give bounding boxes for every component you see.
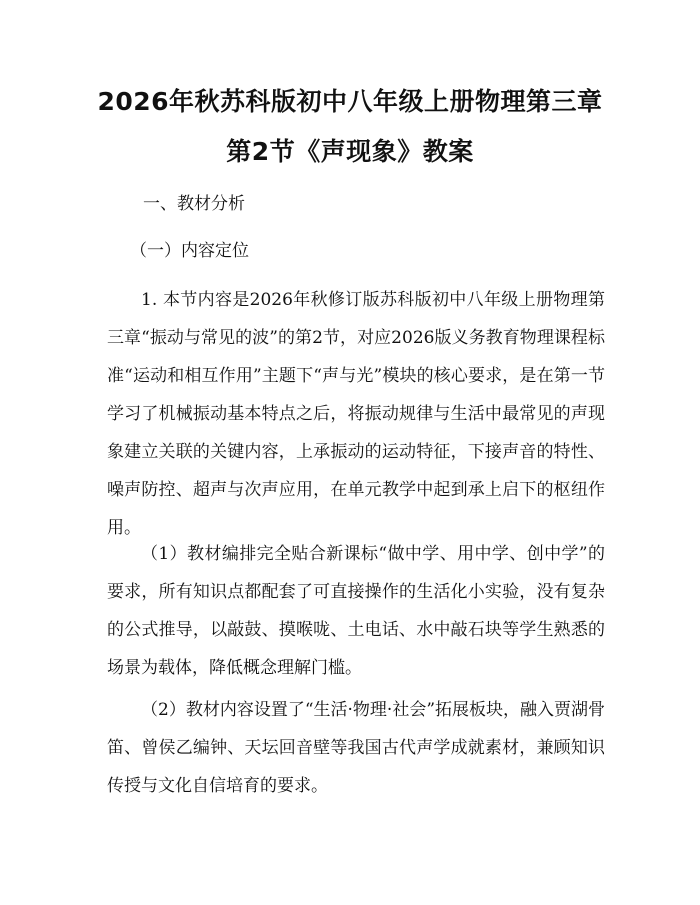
paragraph-textbook-arrangement: （1）教材编排完全贴合新课标“做中学、用中学、创中学”的要求，所有知识点都配套了可直接操作的生活化小实验，没有复杂的公式推导，以敲鼓、摸喉咙、土电话、水中敲石块等学生熟悉的场景为载体，降低概念理解门槛。 [107,544,605,678]
section-heading: 一、教材分析 [143,194,245,214]
document-title-line-2: 第2节《声现象》教案 [226,137,474,166]
paragraph-extension-module: （2）教材内容设置了“生活·物理·社会”拓展板块，融入贾湖骨笛、曾侯乙编钟、天坛回音壁等我国古代声学成就素材，兼顾知识传授与文化自信培育的要求。 [107,700,606,796]
document-title-line-1: 2026年秋苏科版初中八年级上册物理第三章 [97,87,603,116]
paragraph-content-positioning: 1. 本节内容是2026年秋修订版苏科版初中八年级上册物理第三章“振动与常见的波”的第2节，对应2026版义务教育物理课程标准“运动和相互作用”主题下“声与光”模块的核心要求，是在第一节学习了机械振动基本特点之后，将振动规律与生活中最常见的声现象建立关联的关键内容，上承振动的运动特征，下接声音的特性、噪声防控、超声与次声应用，在单元教学中起到承上启下的枢纽作用。 [107,290,605,538]
subsection-heading: （一）内容定位 [130,241,249,261]
